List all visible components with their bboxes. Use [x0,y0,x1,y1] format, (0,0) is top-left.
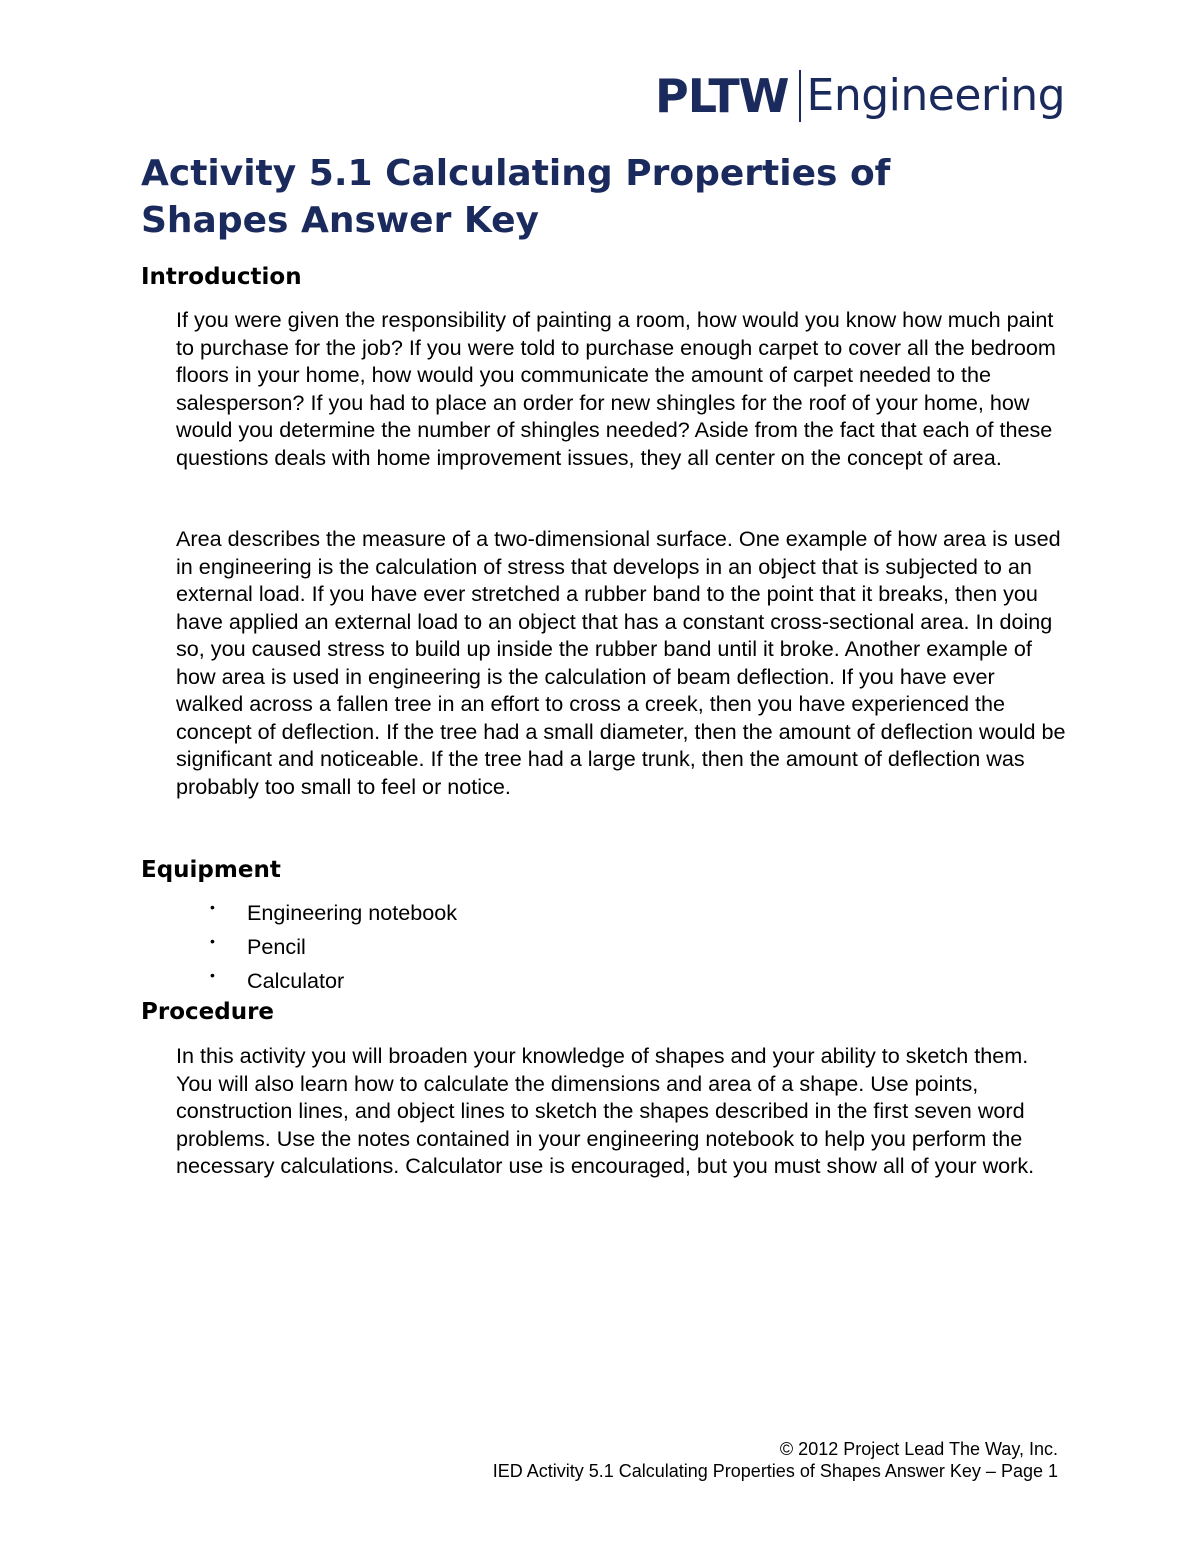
page-label: IED Activity 5.1 Calculating Properties of Shapes Answer Key – Page 1 [492,1461,1058,1481]
pltw-engineering-logo [655,70,1065,122]
procedure-heading: Procedure [141,999,275,1025]
copyright-text: © 2012 Project Lead The Way, Inc. [779,1439,1058,1459]
equipment-item-label: Calculator [247,968,345,993]
document-title: Activity 5.1 Calculating Properties of Shapes Answer Key [141,153,891,241]
procedure-paragraph: In this activity you will broaden your knowledge of shapes and your ability to sketch them. You will also learn how to calculate the dimensions and area of a shape. Use points, construction lines, and object lines to sketch the shapes described in the first seven word problems. Use the notes contained in your engineering notebook to help you perform the necessary calculations. Calculator use is encouraged, but you must show all of your work. [176,1043,1035,1178]
logo-program-text: Engineering [806,70,1066,121]
equipment-item [210,930,457,964]
introduction-paragraph-1: If you were given the responsibility of painting a room, how would you know how much paint to purchase for the job? If you were told to purchase enough carpet to cover all the bedroom floors in your home, how would you communicate the amount of carpet needed to the salesperson? If you had to place an order for new shingles for the roof of your home, how would you determine the number of shingles needed? Aside from the fact that each of these questions deals with home improvement issues, they all center on the concept of area. [176,307,1056,470]
page-footer [493,1438,1058,1482]
equipment-item-label: Engineering notebook [247,900,458,925]
bullet-icon: • [210,933,215,949]
equipment-item [210,896,457,930]
logo-brand-text: PLTW [655,69,789,123]
equipment-item [210,964,457,998]
equipment-list [210,896,457,998]
equipment-heading: Equipment [141,857,281,883]
introduction-paragraph-2: Area describes the measure of a two-dimensional surface. One example of how area is used in engineering is the calculation of stress that develops in an object that is subjected to an external load. If you have ever stretched a rubber band to the point that it breaks, then you have applied an external load to an object that has a constant cross-sectional area. In doing so, you caused stress to build up inside the rubber band until it broke. Another example of how area is used in engineering is the calculation of beam deflection. If you have ever walked across a fallen tree in an effort to cross a creek, then you have experienced the concept of deflection. If the tree had a small diameter, then the amount of deflection would be significant and noticeable. If the tree had a large trunk, then the amount of deflection was probably too small to feel or notice. [176,526,1066,799]
logo-divider [799,70,801,122]
bullet-icon: • [210,967,215,983]
introduction-heading: Introduction [141,264,302,290]
bullet-icon: • [210,899,215,915]
equipment-item-label: Pencil [247,934,306,959]
